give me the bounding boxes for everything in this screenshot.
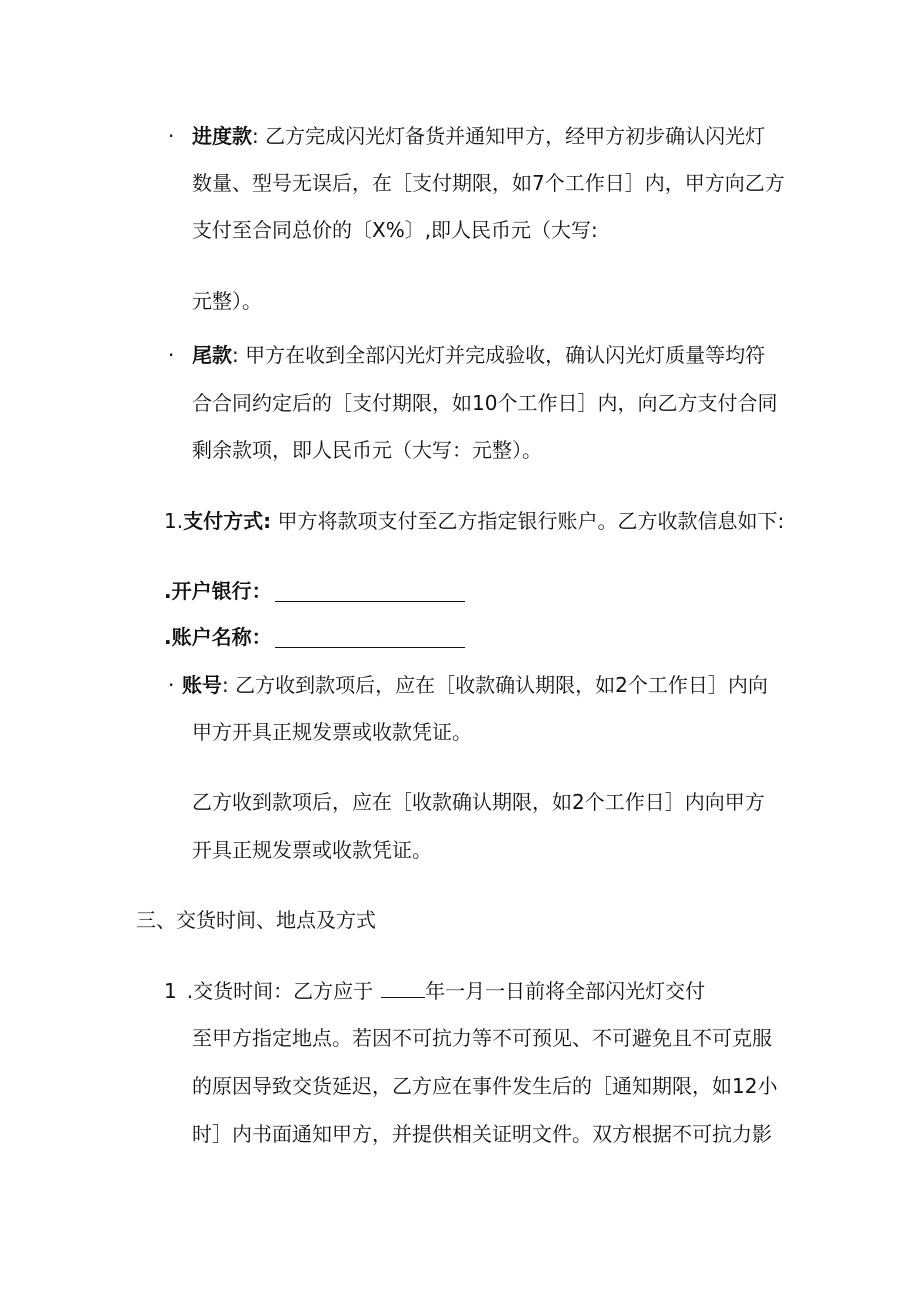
- final-payment-line-1: [192, 345, 765, 365]
- account-number-text: : 乙方收到款项后，应在［收款确认期限，如2个工作日］内向: [222, 673, 768, 697]
- delivery-text-pre: .交货时间：乙方应于: [186, 979, 374, 1003]
- delivery-time-line-4: 时］内书面通知甲方，并提供相关证明文件。双方根据不可抗力影: [192, 1122, 772, 1146]
- account-number-label: 账号: [182, 673, 222, 697]
- account-number-line-1: [182, 675, 768, 695]
- delivery-time-line-3: 的原因导致交货延迟，乙方应在事件发生后的［通知期限，如12小: [192, 1074, 778, 1098]
- final-payment-label: 尾款: [192, 343, 232, 367]
- final-payment-text: : 甲方在收到全部闪光灯并完成验收，确认闪光灯质量等均符: [232, 343, 766, 367]
- progress-payment-line-3: 支付至合同总价的〔X%〕,即人民币元（大写:: [192, 218, 598, 242]
- progress-payment-line-2: 数量、型号无误后，在［支付期限，如7个工作日］内，甲方向乙方: [192, 171, 785, 195]
- bullet-dot: ·: [168, 343, 175, 367]
- delivery-year-blank[interactable]: [381, 981, 425, 998]
- bank-name-label: .开户银行：: [164, 579, 272, 603]
- progress-payment-line-4: 元整）。: [192, 289, 262, 313]
- account-number-line-2: 甲方开具正规发票或收款凭证。: [192, 720, 472, 744]
- progress-payment-label: 进度款: [192, 124, 252, 148]
- delivery-text-post: 年一月一日前将全部闪光灯交付: [425, 979, 706, 1003]
- final-payment-line-2: 合合同约定后的［支付期限，如10个工作日］内，向乙方支付合同: [192, 391, 778, 415]
- delivery-number: 1: [164, 979, 177, 1003]
- delivery-time-line-2: 至甲方指定地点。若因不可抗力等不可预见、不可避免且不可克服: [192, 1026, 772, 1050]
- invoice-paragraph-line-2: 开具正规发票或收款凭证。: [192, 838, 432, 862]
- account-name-label: .账户名称：: [164, 625, 272, 649]
- bank-name-blank[interactable]: [275, 583, 465, 602]
- final-payment-line-3: 剩余款项，即人民币元（大写：元整）。: [192, 438, 542, 462]
- payment-method-number: 1.: [164, 509, 184, 533]
- progress-payment-line-1: [192, 126, 765, 146]
- payment-method-line: [164, 511, 784, 531]
- payment-method-text: 甲方将款项支付至乙方指定银行账户。乙方收款信息如下:: [271, 509, 785, 533]
- bullet-dot: ·: [168, 124, 175, 148]
- payment-method-label: 支付方式:: [183, 509, 272, 533]
- delivery-time-line-1: [164, 981, 705, 1001]
- account-name-blank[interactable]: [275, 629, 465, 648]
- bullet-dot: ·: [168, 673, 175, 697]
- section-3-heading: 三、交货时间、地点及方式: [136, 908, 376, 932]
- invoice-paragraph-line-1: 乙方收到款项后，应在［收款确认期限，如2个工作日］内向甲方: [192, 790, 765, 814]
- progress-payment-text: : 乙方完成闪光灯备货并通知甲方，经甲方初步确认闪光灯: [252, 124, 766, 148]
